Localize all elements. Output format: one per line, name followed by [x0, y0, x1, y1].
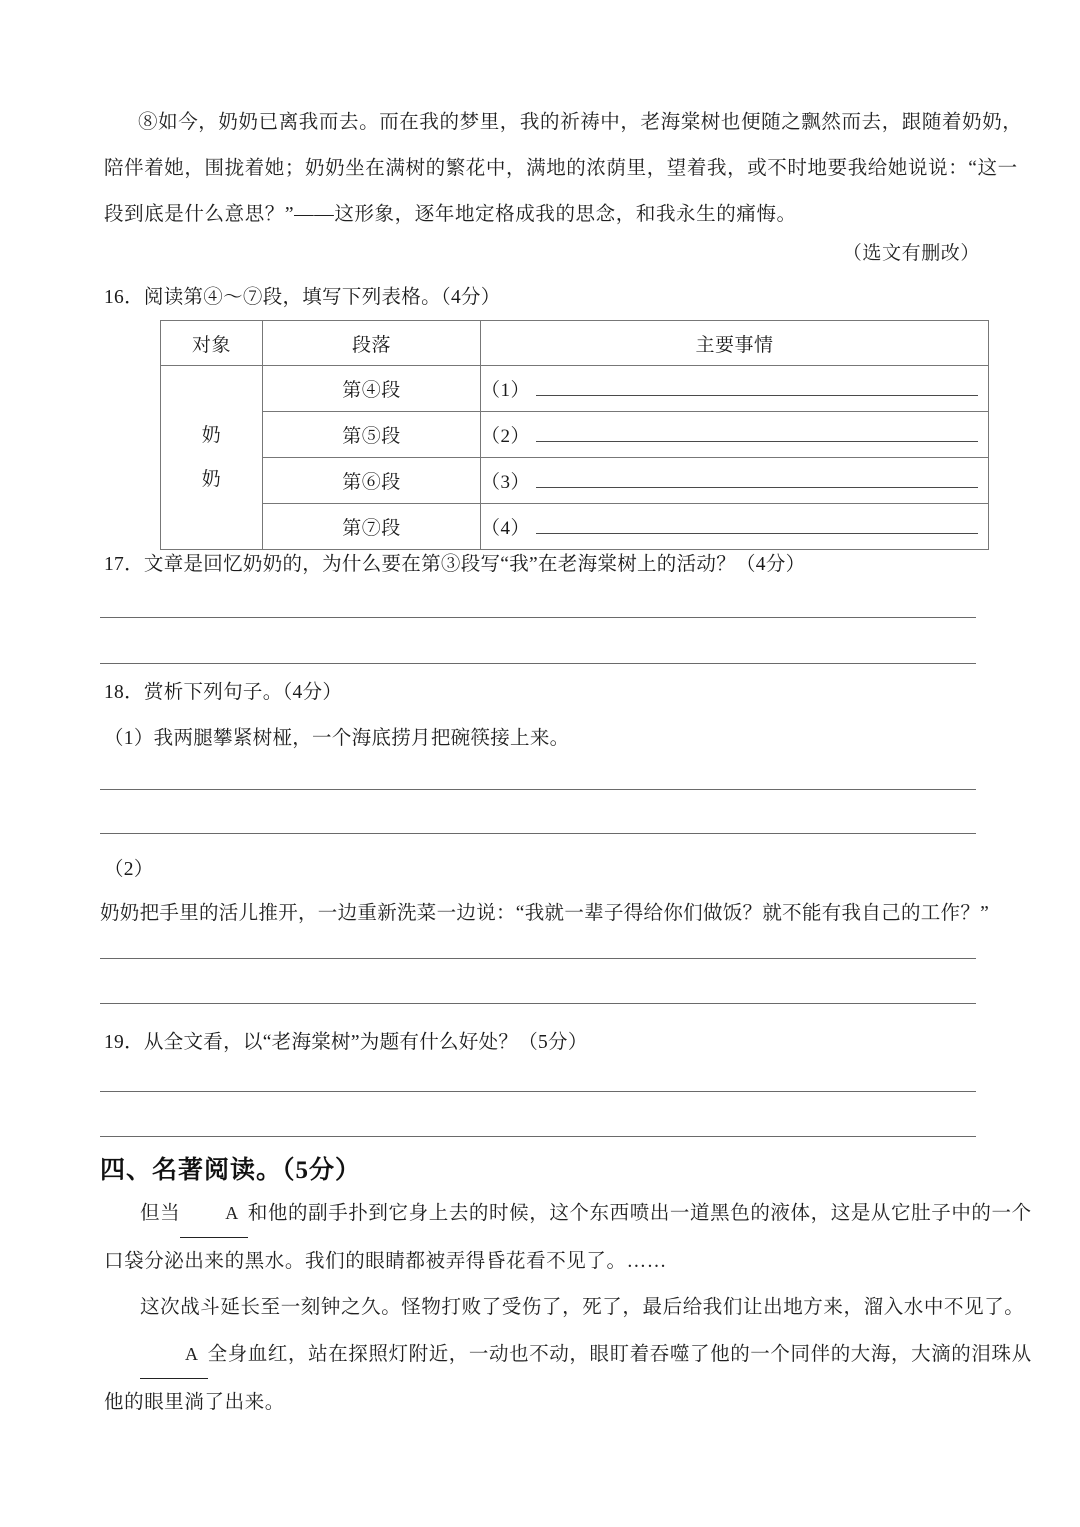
- passage-line: [104, 1190, 1032, 1238]
- table-row: [161, 458, 989, 504]
- table-cell-paragraph: 第⑦段: [263, 504, 481, 550]
- table-row: [161, 412, 989, 458]
- answer-index: （2）: [481, 426, 531, 447]
- section-four-passage-2: [104, 1284, 1025, 1331]
- table-cell-paragraph: 第④段: [263, 366, 481, 412]
- table-cell-answer[interactable]: [481, 412, 989, 458]
- question-19-prompt: 19．从全文看，以“老海棠树”为题有什么好处？（5分）: [104, 1032, 588, 1053]
- question-16-table: [160, 320, 988, 550]
- line-text-before-blank: 但当: [140, 1203, 181, 1224]
- answer-blank-rule[interactable]: [536, 473, 978, 488]
- question-17-prompt: 17．文章是回忆奶奶的，为什么要在第③段写“我”在老海棠树上的活动？（4分）: [104, 554, 806, 575]
- table-cell-answer[interactable]: [481, 504, 989, 550]
- object-char-1: 奶: [201, 424, 222, 446]
- table-row: [161, 504, 989, 550]
- table-cell-answer[interactable]: [481, 366, 989, 412]
- table-header-paragraph: 段落: [263, 321, 481, 366]
- question-18-sentence-2: 奶奶把手里的活儿推开，一边重新洗菜一边说：“我就一辈子得给你们做饭？就不能有我自己的工作？”: [100, 903, 990, 924]
- line-text-after-blank: 全身血红，站在探照灯附近，一动也不动，眼盯着吞噬了他的一个同伴的大海，大滴的泪珠从: [207, 1344, 1032, 1365]
- line-text-after-blank: 和他的副手扑到它身上去的时候，这个东西喷出一道黑色的液体，这是从它肚子中的一个: [247, 1203, 1032, 1224]
- question-16-prompt: 16．阅读第④～⑦段，填写下列表格。（4分）: [104, 287, 501, 308]
- answer-blank-rule[interactable]: [536, 427, 978, 442]
- answer-line[interactable]: [100, 833, 976, 834]
- section-four-passage-3: [104, 1331, 1032, 1426]
- table-header-object: 对象: [161, 321, 263, 366]
- answer-blank-rule[interactable]: [536, 381, 978, 396]
- section-four-heading: 四、名著阅读。（5分）: [100, 1157, 362, 1184]
- table-cell-paragraph: 第⑥段: [263, 458, 481, 504]
- answer-line[interactable]: [100, 617, 976, 618]
- question-18-sub-2-label: （2）: [104, 859, 154, 880]
- answer-line[interactable]: [100, 958, 976, 959]
- passage-line: 他的眼里淌了出来。: [104, 1392, 285, 1413]
- table-cell-object: [161, 366, 263, 550]
- answer-line[interactable]: [100, 1136, 976, 1137]
- passage-line: ⑧如今，奶奶已离我而去。而在我的梦里，我的祈祷中，老海棠树也便随之飘然而去，跟随着奶奶，: [138, 112, 1023, 133]
- passage-line: 段到底是什么意思？”——这形象，逐年地定格成我的思念，和我永生的痛悔。: [104, 204, 797, 225]
- table-header-main-event: 主要事情: [481, 321, 989, 366]
- table-cell-paragraph: 第⑤段: [263, 412, 481, 458]
- passage-line: 口袋分泌出来的黑水。我们的眼睛都被弄得昏花看不见了。……: [104, 1251, 667, 1272]
- question-18-sentence-1: （1）我两腿攀紧树桠，一个海底捞月把碗筷接上来。: [104, 728, 570, 749]
- answer-index: （3）: [481, 472, 531, 493]
- blank-marker-a[interactable]: A: [180, 1190, 248, 1238]
- passage-line: 陪伴着她，围拢着她；奶奶坐在满树的繁花中，满地的浓荫里，望着我，或不时地要我给她说说：“这一: [104, 158, 1018, 179]
- object-char-2: 奶: [201, 468, 222, 490]
- answer-blank-rule[interactable]: [536, 519, 978, 534]
- table-row: [161, 366, 989, 412]
- answer-line[interactable]: [100, 789, 976, 790]
- passage-excerpt: [104, 100, 1023, 238]
- passage-attribution: （选文有删改）: [842, 243, 980, 264]
- answer-line[interactable]: [100, 1091, 976, 1092]
- blank-marker-a[interactable]: A: [140, 1331, 208, 1379]
- passage-line: [104, 1331, 1032, 1379]
- answer-line[interactable]: [100, 663, 976, 664]
- answer-index: （4）: [481, 518, 531, 539]
- passage-line: 这次战斗延长至一刻钟之久。怪物打败了受伤了，死了，最后给我们让出地方来，溜入水中不见了。: [140, 1297, 1025, 1318]
- section-four-passage-1: [104, 1190, 1032, 1285]
- answer-index: （1）: [481, 380, 531, 401]
- answer-line[interactable]: [100, 1003, 976, 1004]
- table-header-row: [161, 321, 989, 366]
- question-18-prompt: 18．赏析下列句子。（4分）: [104, 682, 343, 703]
- table-cell-answer[interactable]: [481, 458, 989, 504]
